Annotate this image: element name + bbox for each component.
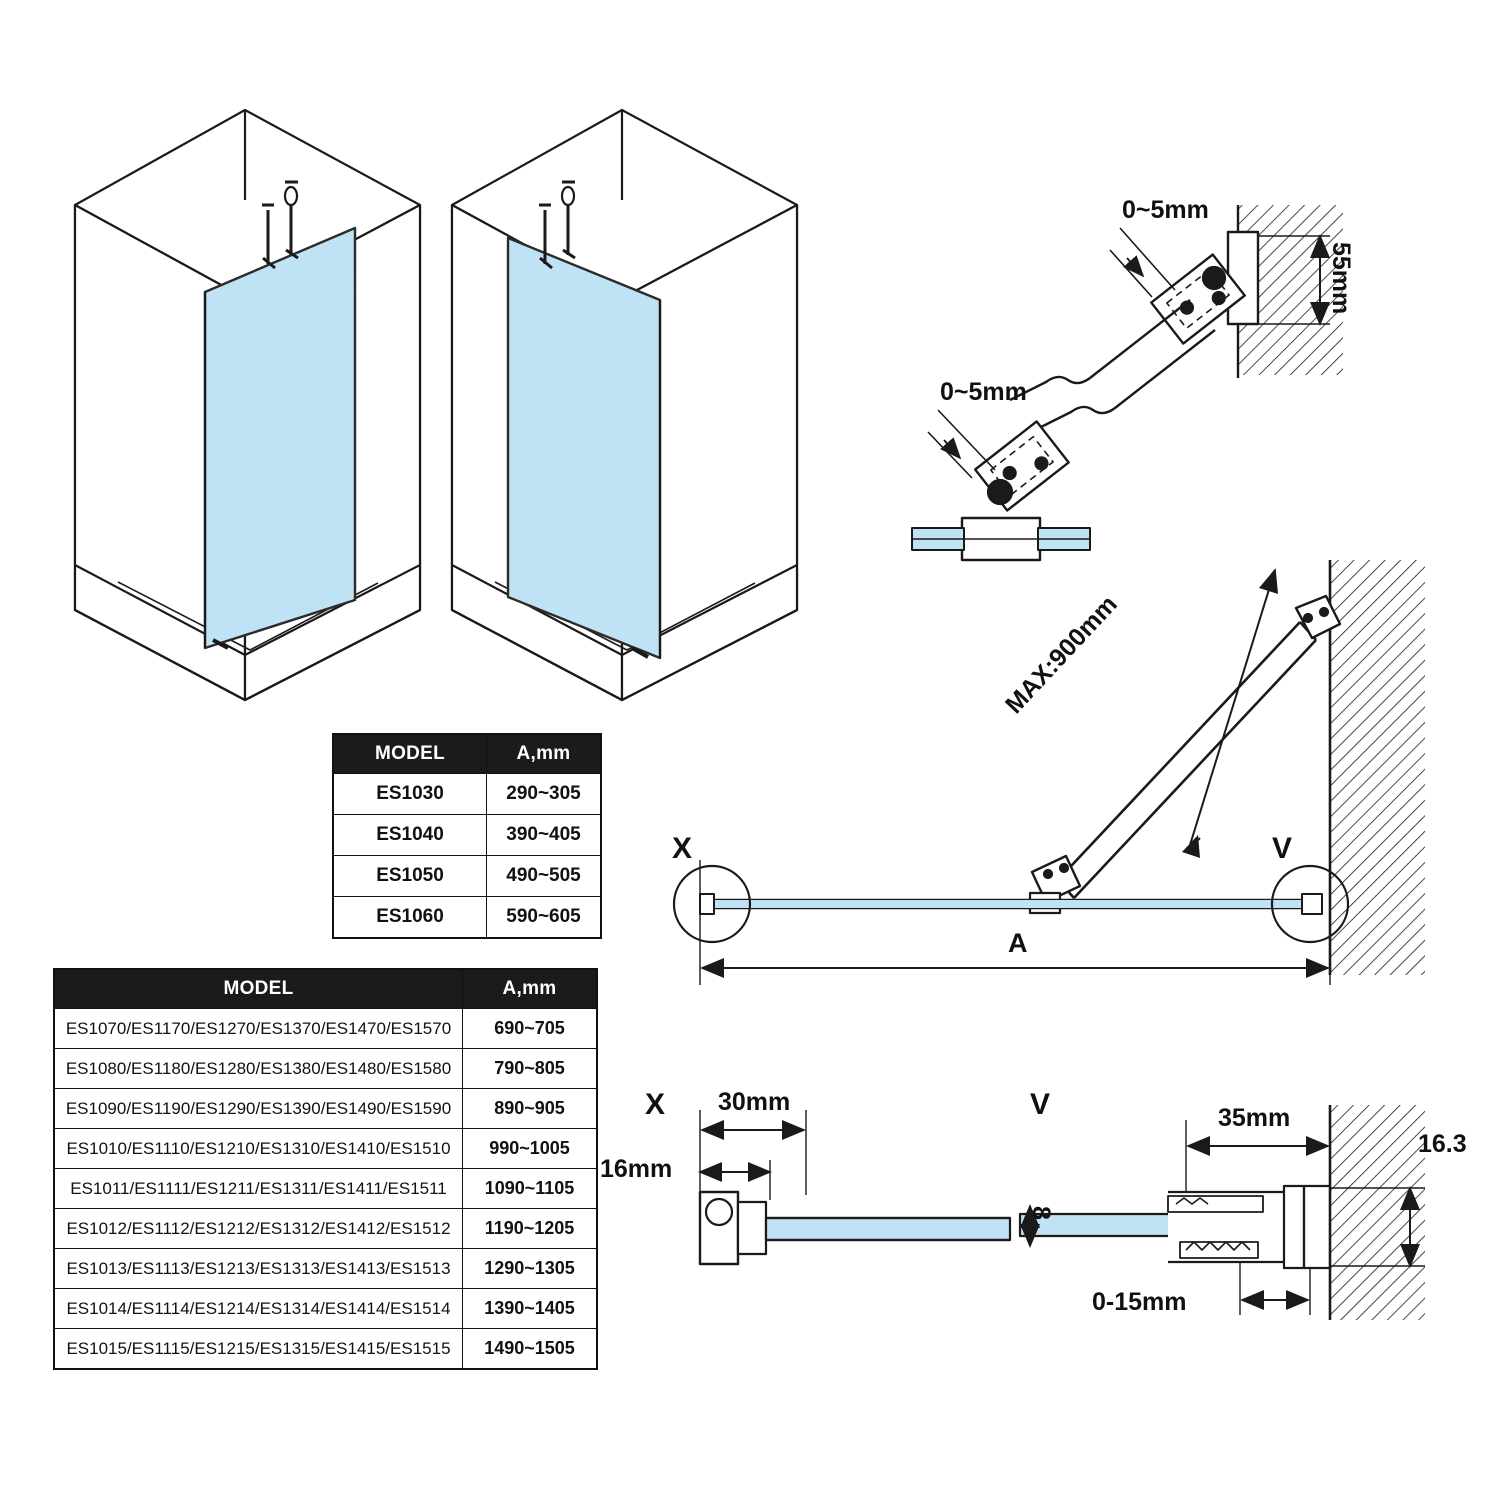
table-row [333,774,601,815]
cell-a: 790~805 [463,1049,598,1089]
table-header-row [54,969,597,1009]
label-wall-profile-width: 35mm [1218,1104,1291,1132]
label-detail-x-section: X [645,1088,666,1121]
cell-model: ES1080/ES1180/ES1280/ES1380/ES1480/ES1580 [54,1049,463,1089]
label-profile-width: 30mm [718,1088,791,1116]
label-detail-v-section: V [1030,1088,1051,1121]
table-header-row [333,734,601,774]
label-detail-x-plan: X [672,832,693,865]
cell-model: ES1060 [333,897,487,939]
cell-a: 490~505 [487,856,602,897]
label-bracket-gap-top: 0~5mm [1122,196,1209,224]
cell-model: ES1050 [333,856,487,897]
cell-a: 590~605 [487,897,602,939]
label-glass-thickness: 8 [1027,1206,1055,1220]
cell-a: 990~1005 [463,1129,598,1169]
label-bar-max-length: MAX:900mm [1000,590,1123,720]
cell-model: ES1030 [333,774,487,815]
cell-a: 1090~1105 [463,1169,598,1209]
table-row [54,1049,597,1089]
col-header-a: A,mm [487,734,602,774]
table-row [333,856,601,897]
enclosure-view-left [75,110,420,700]
cell-model: ES1040 [333,815,487,856]
table-row [54,1129,597,1169]
table-row [54,1009,597,1049]
section-x-diagram [700,1110,1010,1264]
label-panel-width: A [1008,928,1028,958]
table-row [54,1169,597,1209]
table-row [54,1329,597,1370]
cell-a: 1290~1305 [463,1249,598,1289]
col-header-model: MODEL [54,969,463,1009]
table-row [333,815,601,856]
model-size-table-large [53,968,598,1370]
cell-model: ES1012/ES1112/ES1212/ES1312/ES1412/ES1512 [54,1209,463,1249]
label-profile-depth: 16mm [600,1155,673,1183]
table-row [54,1209,597,1249]
cell-model: ES1010/ES1110/ES1210/ES1310/ES1410/ES1510 [54,1129,463,1169]
cell-a: 1390~1405 [463,1289,598,1329]
cell-a: 1190~1205 [463,1209,598,1249]
model-size-table-small [332,733,602,939]
label-wall-profile-height: 16.3 [1418,1130,1467,1158]
enclosure-view-right [452,110,797,700]
table-row [333,897,601,939]
label-wall-plate-height: 55mm [1327,242,1355,315]
plan-view-diagram [674,560,1425,985]
cell-model: ES1015/ES1115/ES1215/ES1315/ES1415/ES1515 [54,1329,463,1370]
cell-model: ES1090/ES1190/ES1290/ES1390/ES1490/ES1590 [54,1089,463,1129]
col-header-a: A,mm [463,969,598,1009]
cell-a: 890~905 [463,1089,598,1129]
cell-a: 1490~1505 [463,1329,598,1370]
cell-a: 690~705 [463,1009,598,1049]
cell-model: ES1013/ES1113/ES1213/ES1313/ES1413/ES1513 [54,1249,463,1289]
cell-a: 290~305 [487,774,602,815]
label-detail-v-plan: V [1272,832,1293,865]
table-row [54,1089,597,1129]
cell-model: ES1014/ES1114/ES1214/ES1314/ES1414/ES1514 [54,1289,463,1329]
cell-a: 390~405 [487,815,602,856]
table-row [54,1289,597,1329]
label-bracket-gap-bottom: 0~5mm [940,378,1027,406]
col-header-model: MODEL [333,734,487,774]
cell-model: ES1070/ES1170/ES1270/ES1370/ES1470/ES1570 [54,1009,463,1049]
table-row [54,1249,597,1289]
cell-model: ES1011/ES1111/ES1211/ES1311/ES1411/ES1511 [54,1169,463,1209]
section-v-diagram [1020,1105,1425,1320]
label-wall-adjust: 0-15mm [1092,1288,1187,1316]
